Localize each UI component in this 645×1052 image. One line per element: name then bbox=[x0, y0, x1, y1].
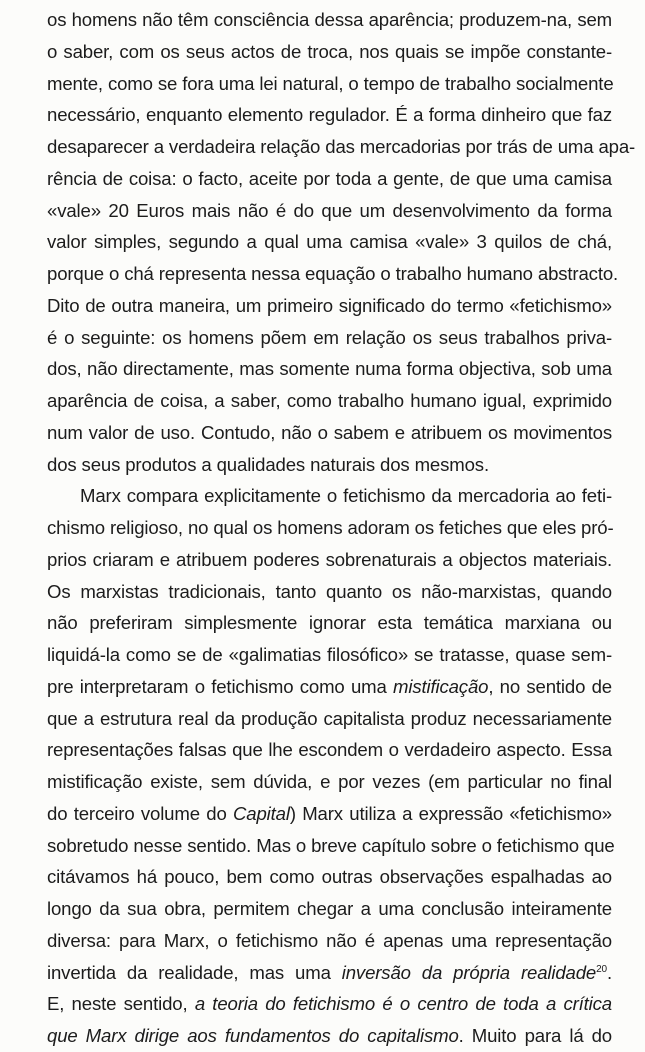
text-line bbox=[47, 449, 612, 481]
text-line bbox=[47, 226, 612, 258]
text-run: é o seguinte: os homens põem em relação os seus trabalhos priva- bbox=[47, 326, 612, 348]
text-line bbox=[47, 957, 612, 989]
text-run: que a estrutura real da produção capitalista produz necessariamente bbox=[47, 707, 612, 729]
italic-text: a teoria do fetichismo é o centro de toda a crítica bbox=[194, 993, 612, 1015]
text-line bbox=[47, 195, 612, 227]
text-run: E, neste sentido, bbox=[47, 993, 195, 1015]
text-line bbox=[47, 417, 612, 449]
text-line bbox=[47, 99, 612, 131]
text-run: citávamos há pouco, bem como outras observações espalhadas ao bbox=[47, 866, 612, 888]
text-run: Os marxistas tradicionais, tanto quanto os não-marxistas, quando bbox=[47, 580, 612, 602]
text-run: chismo religioso, no qual os homens adoram os fetiches que eles pró- bbox=[47, 517, 614, 538]
text-line bbox=[47, 36, 612, 68]
italic-text: inversão da própria realidade bbox=[341, 961, 597, 983]
text-line bbox=[47, 512, 612, 544]
text-run: longo da sua obra, permitem chegar a uma conclusão inteiramente bbox=[47, 898, 612, 919]
text-line bbox=[47, 163, 612, 195]
text-run: num valor de uso. Contudo, não o sabem e atribuem os movimentos bbox=[47, 421, 612, 443]
text-run: desaparecer a verdadeira relação das mercadorias por trás de uma apa- bbox=[47, 136, 636, 157]
text-run: , no sentido de bbox=[488, 675, 612, 697]
text-run: prios criaram e atribuem poderes sobrenaturais a objectos materiais. bbox=[47, 548, 612, 570]
text-line bbox=[47, 639, 612, 671]
text-run: valor simples, segundo a qual uma camisa «vale» 3 quilos de chá, bbox=[47, 231, 612, 253]
text-line bbox=[47, 703, 612, 735]
text-line bbox=[47, 734, 612, 766]
italic-text: que Marx dirige aos fundamentos do capitalismo bbox=[47, 1025, 459, 1046]
text-run: invertida da realidade, mas uma bbox=[47, 961, 342, 983]
text-line bbox=[47, 322, 612, 354]
text-line bbox=[47, 893, 612, 925]
text-run: dos, não directamente, mas somente numa forma objectiva, sob uma bbox=[47, 358, 612, 380]
text-run: os homens não têm consciência dessa aparência; produzem-na, sem bbox=[47, 9, 612, 30]
text-run: o saber, com os seus actos de troca, nos quais se impõe constante- bbox=[47, 40, 612, 62]
text-line bbox=[47, 861, 612, 893]
text-run: liquidá-la como se de «galimatias filosófico» se tratasse, quase sem- bbox=[47, 644, 612, 665]
text-run: rência de coisa: o facto, aceite por toda a gente, de que uma camisa bbox=[47, 167, 612, 189]
text-run: mente, como se fora uma lei natural, o tempo de trabalho socialmente bbox=[47, 72, 614, 94]
text-run: ) Marx utiliza a expressão «fetichismo» bbox=[289, 802, 612, 824]
text-line bbox=[47, 290, 612, 322]
text-run: «vale» 20 Euros mais não é do que um desenvolvimento da forma bbox=[47, 199, 612, 221]
text-line bbox=[47, 480, 612, 512]
paragraph bbox=[47, 4, 636, 480]
text-run: sobretudo nesse sentido. Mas o breve capítulo sobre o fetichismo que bbox=[47, 834, 615, 856]
text-line bbox=[47, 925, 612, 957]
text-line bbox=[47, 607, 612, 639]
text-line bbox=[47, 68, 612, 100]
text-run: mistificação existe, sem dúvida, e por vezes (em particular no final bbox=[47, 771, 612, 792]
italic-text: mistificação bbox=[393, 675, 489, 697]
text-line bbox=[47, 798, 612, 830]
body-text bbox=[47, 0, 636, 1052]
footnote-reference: 20 bbox=[596, 963, 607, 975]
text-run: dos seus produtos a qualidades naturais dos mesmos. bbox=[47, 453, 489, 475]
text-run: diversa: para Marx, o fetichismo não é apenas uma representação bbox=[47, 929, 612, 951]
text-run: aparência de coisa, a saber, como trabalho humano igual, exprimido bbox=[47, 390, 612, 411]
text-line bbox=[47, 830, 615, 862]
paragraph bbox=[47, 480, 615, 1052]
text-line bbox=[47, 1020, 612, 1052]
text-line bbox=[47, 766, 612, 798]
text-run: pre interpretaram o fetichismo como uma bbox=[47, 675, 393, 697]
text-line bbox=[47, 576, 612, 608]
text-line bbox=[47, 353, 612, 385]
text-run: porque o chá representa nessa equação o trabalho humano abstracto. bbox=[47, 263, 619, 284]
text-line bbox=[47, 385, 612, 417]
text-line bbox=[47, 671, 612, 703]
text-run: necessário, enquanto elemento regulador. É a forma dinheiro que faz bbox=[47, 104, 612, 126]
text-line bbox=[47, 258, 619, 290]
text-run: Dito de outra maneira, um primeiro significado do termo «fetichismo» bbox=[47, 294, 612, 316]
text-run: representações falsas que lhe escondem o verdadeiro aspecto. Essa bbox=[47, 739, 612, 761]
text-run: . bbox=[606, 961, 612, 983]
text-run: não preferiram simplesmente ignorar esta temática marxiana ou bbox=[47, 612, 612, 634]
text-line bbox=[47, 988, 612, 1020]
italic-text: Capital bbox=[232, 802, 290, 824]
text-line bbox=[47, 544, 612, 576]
text-run: . Muito para lá do bbox=[458, 1025, 612, 1046]
text-line bbox=[47, 4, 612, 36]
text-line bbox=[47, 131, 636, 163]
text-run: Marx compara explicitamente o fetichismo da mercadoria ao feti- bbox=[80, 485, 612, 507]
text-run: do terceiro volume do bbox=[47, 802, 233, 824]
